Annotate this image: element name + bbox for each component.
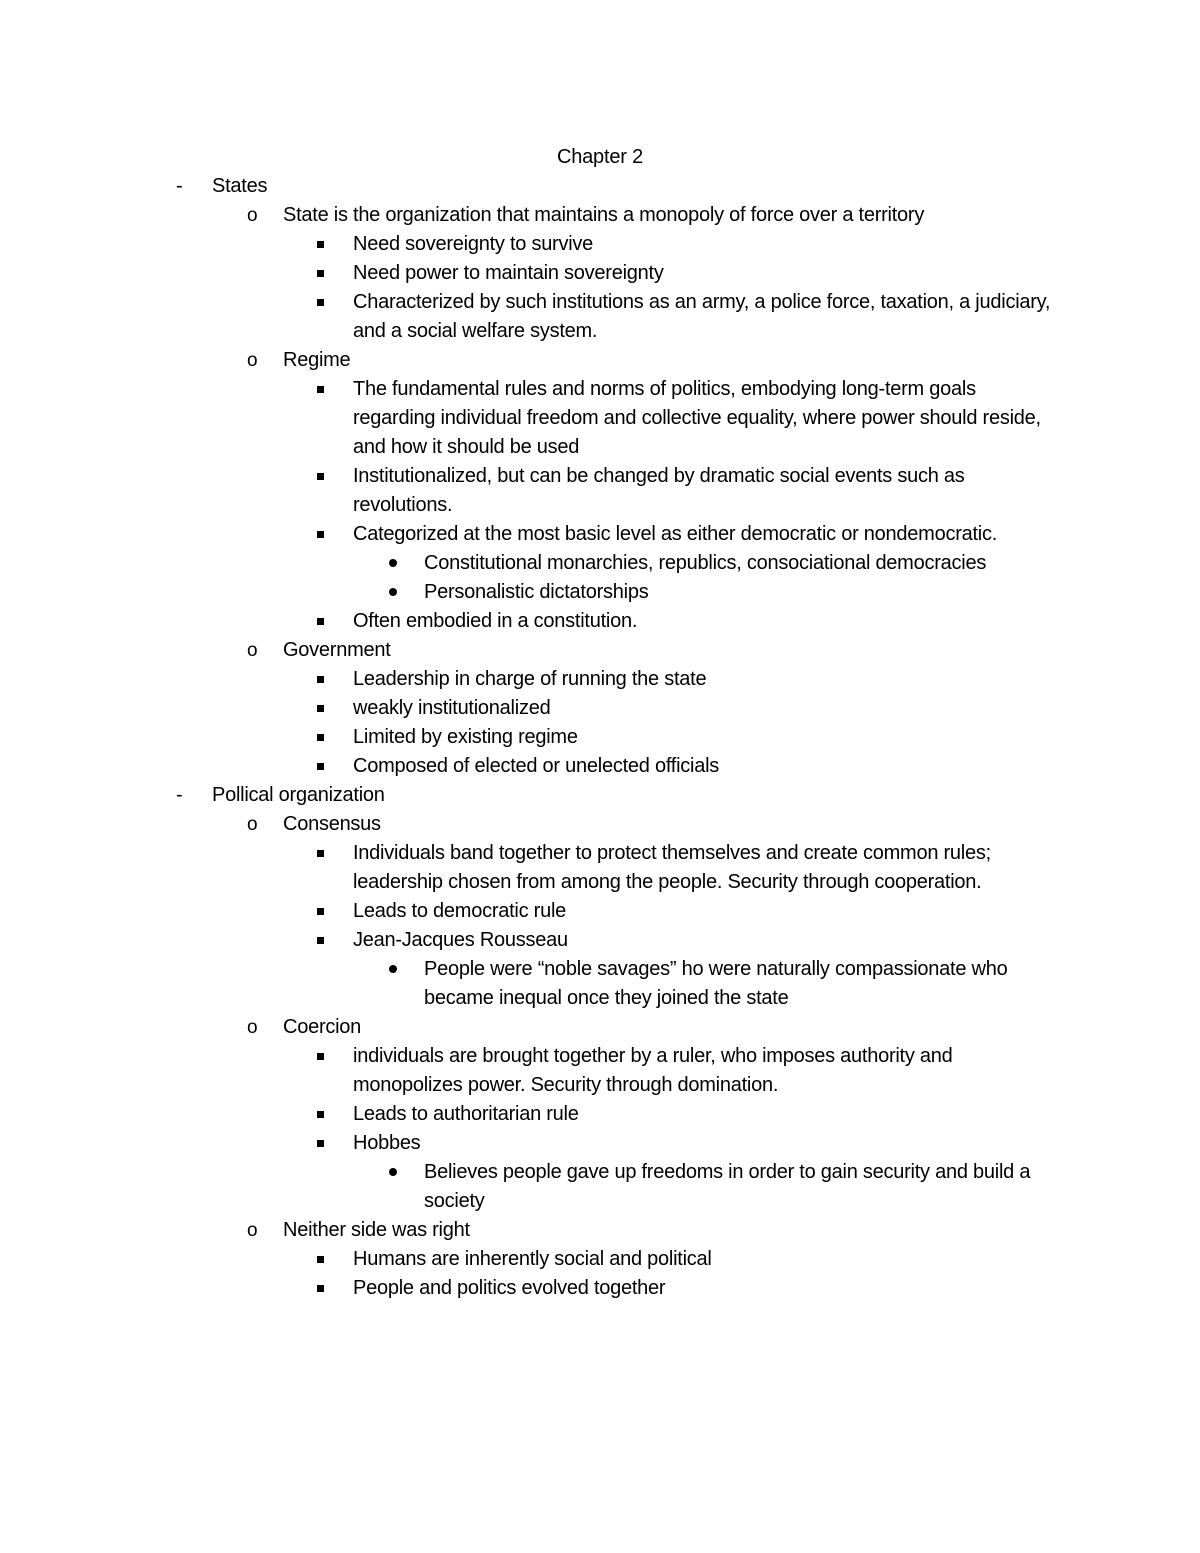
circle-bullet-icon: o bbox=[247, 814, 258, 835]
square-bullet-icon bbox=[317, 1285, 324, 1292]
subpoint-text: Believes people gave up freedoms in order to gain security and build a society bbox=[424, 1161, 1031, 1212]
point-item bbox=[0, 1100, 1200, 1129]
topic-text: Government bbox=[283, 639, 391, 661]
square-bullet-icon bbox=[317, 850, 324, 857]
square-bullet-icon bbox=[317, 676, 324, 683]
square-bullet-icon bbox=[317, 705, 324, 712]
topic-item bbox=[0, 201, 1200, 230]
point-text: Individuals band together to protect themselves and create common rules; leadership chosen from among the people. Security through cooperation. bbox=[353, 842, 991, 893]
square-bullet-icon bbox=[317, 299, 324, 306]
subpoint-text: Constitutional monarchies, republics, consociational democracies bbox=[424, 552, 987, 574]
square-bullet-icon bbox=[317, 270, 324, 277]
square-bullet-icon bbox=[317, 908, 324, 915]
point-item bbox=[0, 1274, 1200, 1303]
topic-text: Regime bbox=[283, 349, 351, 371]
square-bullet-icon bbox=[317, 763, 324, 770]
point-item bbox=[0, 752, 1200, 781]
point-text: Leads to democratic rule bbox=[353, 900, 567, 922]
square-bullet-icon bbox=[317, 386, 324, 393]
circle-bullet-icon: o bbox=[247, 350, 258, 371]
square-bullet-icon bbox=[317, 531, 324, 538]
topic-item bbox=[0, 810, 1200, 839]
square-bullet-icon bbox=[317, 1053, 324, 1060]
point-item bbox=[0, 288, 1200, 346]
round-bullet-icon bbox=[389, 965, 397, 973]
point-text: Leadership in charge of running the state bbox=[353, 668, 707, 690]
point-item bbox=[0, 1042, 1200, 1100]
circle-bullet-icon: o bbox=[247, 205, 258, 226]
section-item bbox=[0, 781, 1200, 810]
circle-bullet-icon: o bbox=[247, 1017, 258, 1038]
subpoint-text: Personalistic dictatorships bbox=[424, 581, 649, 603]
topic-item bbox=[0, 636, 1200, 665]
point-item bbox=[0, 259, 1200, 288]
subpoint-item bbox=[0, 549, 1200, 578]
point-text: Institutionalized, but can be changed by dramatic social events such as revolutions. bbox=[353, 465, 965, 516]
point-text: Categorized at the most basic level as either democratic or nondemocratic. bbox=[353, 523, 998, 545]
point-text: individuals are brought together by a ruler, who imposes authority and monopolizes power. Security through domination. bbox=[353, 1045, 953, 1096]
square-bullet-icon bbox=[317, 241, 324, 248]
section-item bbox=[0, 172, 1200, 201]
topic-text: Neither side was right bbox=[283, 1219, 470, 1241]
square-bullet-icon bbox=[317, 937, 324, 944]
point-text: weakly institutionalized bbox=[353, 697, 551, 719]
subpoint-item bbox=[0, 1158, 1200, 1216]
square-bullet-icon bbox=[317, 1256, 324, 1263]
topic-text: Consensus bbox=[283, 813, 381, 835]
point-item bbox=[0, 926, 1200, 955]
topic-item bbox=[0, 346, 1200, 375]
point-item bbox=[0, 462, 1200, 520]
square-bullet-icon bbox=[317, 473, 324, 480]
point-text: Leads to authoritarian rule bbox=[353, 1103, 579, 1125]
topic-item bbox=[0, 1013, 1200, 1042]
dash-bullet-icon: - bbox=[176, 784, 183, 806]
page-title: Chapter 2 bbox=[556, 146, 644, 168]
point-item bbox=[0, 375, 1200, 462]
point-text: Need power to maintain sovereignty bbox=[353, 262, 664, 284]
square-bullet-icon bbox=[317, 1140, 324, 1147]
square-bullet-icon bbox=[317, 1111, 324, 1118]
point-item bbox=[0, 1245, 1200, 1274]
topic-text: State is the organization that maintains a monopoly of force over a territory bbox=[283, 204, 925, 226]
point-item bbox=[0, 897, 1200, 926]
point-item bbox=[0, 607, 1200, 636]
circle-bullet-icon: o bbox=[247, 1220, 258, 1241]
point-item bbox=[0, 694, 1200, 723]
point-item bbox=[0, 839, 1200, 897]
point-text: Often embodied in a constitution. bbox=[353, 610, 638, 632]
point-item bbox=[0, 230, 1200, 259]
round-bullet-icon bbox=[389, 559, 397, 567]
point-text: Composed of elected or unelected officials bbox=[353, 755, 720, 777]
point-text: Need sovereignty to survive bbox=[353, 233, 594, 255]
point-text: Characterized by such institutions as an army, a police force, taxation, a judiciary, and a social welfare system. bbox=[353, 291, 1051, 342]
point-text: Humans are inherently social and political bbox=[353, 1248, 712, 1270]
dash-bullet-icon: - bbox=[176, 175, 183, 197]
subpoint-text: People were “noble savages” ho were naturally compassionate who became inequal once they joined the state bbox=[424, 958, 1008, 1009]
outline-list bbox=[0, 172, 1200, 1303]
point-item bbox=[0, 520, 1200, 549]
point-item bbox=[0, 723, 1200, 752]
point-item bbox=[0, 665, 1200, 694]
round-bullet-icon bbox=[389, 588, 397, 596]
subpoint-item bbox=[0, 578, 1200, 607]
point-text: People and politics evolved together bbox=[353, 1277, 666, 1299]
subpoint-item bbox=[0, 955, 1200, 1013]
topic-item bbox=[0, 1216, 1200, 1245]
square-bullet-icon bbox=[317, 618, 324, 625]
section-text: Pollical organization bbox=[212, 784, 385, 806]
point-text: Limited by existing regime bbox=[353, 726, 578, 748]
point-text: Hobbes bbox=[353, 1132, 421, 1154]
section-text: States bbox=[212, 175, 268, 197]
round-bullet-icon bbox=[389, 1168, 397, 1176]
square-bullet-icon bbox=[317, 734, 324, 741]
point-item bbox=[0, 1129, 1200, 1158]
point-text: The fundamental rules and norms of politics, embodying long-term goals regarding individual freedom and collective equality, where power should reside, and how it should be used bbox=[353, 378, 1041, 458]
topic-text: Coercion bbox=[283, 1016, 362, 1038]
point-text: Jean-Jacques Rousseau bbox=[353, 929, 568, 951]
circle-bullet-icon: o bbox=[247, 640, 258, 661]
